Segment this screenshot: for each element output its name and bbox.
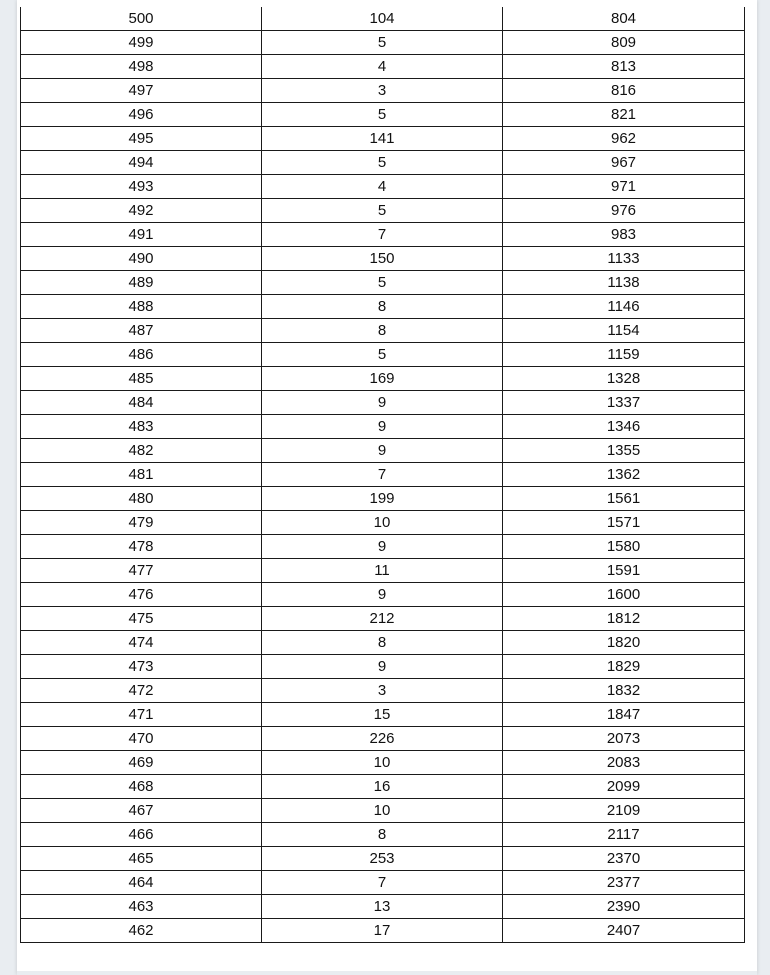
score-cell: 498 [21, 55, 262, 79]
count-cell: 9 [262, 583, 503, 607]
score-cell: 478 [21, 535, 262, 559]
table-row [21, 871, 745, 895]
cumulative-cell: 813 [503, 55, 745, 79]
table-row [21, 727, 745, 751]
score-cell: 490 [21, 247, 262, 271]
count-cell: 7 [262, 871, 503, 895]
score-cell: 475 [21, 607, 262, 631]
count-cell: 226 [262, 727, 503, 751]
cumulative-cell: 809 [503, 31, 745, 55]
count-cell: 5 [262, 343, 503, 367]
cumulative-cell: 962 [503, 127, 745, 151]
score-cell: 496 [21, 103, 262, 127]
table-row [21, 151, 745, 175]
table-row [21, 919, 745, 943]
score-cell: 465 [21, 847, 262, 871]
score-cell: 499 [21, 31, 262, 55]
cumulative-cell: 2407 [503, 919, 745, 943]
table-row [21, 559, 745, 583]
score-cell: 497 [21, 79, 262, 103]
count-cell: 9 [262, 415, 503, 439]
table-row [21, 271, 745, 295]
cumulative-cell: 1337 [503, 391, 745, 415]
count-cell: 10 [262, 511, 503, 535]
cumulative-cell: 1346 [503, 415, 745, 439]
table-row [21, 103, 745, 127]
cumulative-cell: 1571 [503, 511, 745, 535]
cumulative-cell: 1159 [503, 343, 745, 367]
cumulative-cell: 2377 [503, 871, 745, 895]
table-row [21, 655, 745, 679]
table-row [21, 439, 745, 463]
table-row [21, 223, 745, 247]
table-row [21, 775, 745, 799]
count-cell: 150 [262, 247, 503, 271]
count-cell: 141 [262, 127, 503, 151]
table-row [21, 487, 745, 511]
cumulative-cell: 2073 [503, 727, 745, 751]
count-cell: 8 [262, 823, 503, 847]
count-cell: 104 [262, 7, 503, 31]
cumulative-cell: 1847 [503, 703, 745, 727]
score-cell: 487 [21, 319, 262, 343]
score-cell: 467 [21, 799, 262, 823]
cumulative-cell: 2109 [503, 799, 745, 823]
table-row [21, 343, 745, 367]
score-cell: 483 [21, 415, 262, 439]
table-row [21, 7, 745, 31]
count-cell: 11 [262, 559, 503, 583]
table-row [21, 799, 745, 823]
cumulative-cell: 1362 [503, 463, 745, 487]
document-page [17, 0, 757, 975]
cumulative-cell: 821 [503, 103, 745, 127]
count-cell: 4 [262, 55, 503, 79]
cumulative-cell: 1154 [503, 319, 745, 343]
score-cell: 476 [21, 583, 262, 607]
cumulative-cell: 2099 [503, 775, 745, 799]
cumulative-cell: 1328 [503, 367, 745, 391]
cumulative-cell: 1832 [503, 679, 745, 703]
count-cell: 5 [262, 103, 503, 127]
score-cell: 481 [21, 463, 262, 487]
cumulative-cell: 2117 [503, 823, 745, 847]
table-row [21, 847, 745, 871]
score-cell: 480 [21, 487, 262, 511]
table-body [21, 7, 745, 943]
score-cell: 466 [21, 823, 262, 847]
count-cell: 10 [262, 751, 503, 775]
count-cell: 9 [262, 655, 503, 679]
score-cell: 489 [21, 271, 262, 295]
score-cell: 494 [21, 151, 262, 175]
count-cell: 8 [262, 319, 503, 343]
table-row [21, 895, 745, 919]
cumulative-cell: 1355 [503, 439, 745, 463]
count-cell: 13 [262, 895, 503, 919]
table-row [21, 199, 745, 223]
cumulative-cell: 1591 [503, 559, 745, 583]
count-cell: 15 [262, 703, 503, 727]
table-row [21, 247, 745, 271]
count-cell: 3 [262, 79, 503, 103]
table-row [21, 703, 745, 727]
table-row [21, 31, 745, 55]
count-cell: 5 [262, 151, 503, 175]
cumulative-cell: 2390 [503, 895, 745, 919]
count-cell: 9 [262, 391, 503, 415]
count-cell: 5 [262, 199, 503, 223]
cumulative-cell: 1812 [503, 607, 745, 631]
cumulative-cell: 816 [503, 79, 745, 103]
cumulative-cell: 1820 [503, 631, 745, 655]
count-cell: 199 [262, 487, 503, 511]
score-cell: 462 [21, 919, 262, 943]
count-cell: 5 [262, 31, 503, 55]
cumulative-cell: 2370 [503, 847, 745, 871]
table-row [21, 535, 745, 559]
table-row [21, 391, 745, 415]
score-cell: 469 [21, 751, 262, 775]
count-cell: 17 [262, 919, 503, 943]
score-cell: 482 [21, 439, 262, 463]
cumulative-cell: 971 [503, 175, 745, 199]
table-viewport [20, 7, 746, 975]
score-cell: 495 [21, 127, 262, 151]
table-row [21, 583, 745, 607]
count-cell: 212 [262, 607, 503, 631]
score-cell: 492 [21, 199, 262, 223]
score-cell: 470 [21, 727, 262, 751]
table-row [21, 367, 745, 391]
score-cell: 500 [21, 7, 262, 31]
cumulative-cell: 1133 [503, 247, 745, 271]
score-cell: 488 [21, 295, 262, 319]
cumulative-cell: 976 [503, 199, 745, 223]
table-row [21, 511, 745, 535]
score-cell: 479 [21, 511, 262, 535]
count-cell: 9 [262, 439, 503, 463]
score-cell: 477 [21, 559, 262, 583]
score-cell: 493 [21, 175, 262, 199]
score-cell: 471 [21, 703, 262, 727]
score-cell: 464 [21, 871, 262, 895]
count-cell: 4 [262, 175, 503, 199]
count-cell: 5 [262, 271, 503, 295]
count-cell: 16 [262, 775, 503, 799]
cumulative-cell: 1600 [503, 583, 745, 607]
table-row [21, 319, 745, 343]
table-row [21, 415, 745, 439]
score-table [20, 7, 745, 943]
count-cell: 8 [262, 295, 503, 319]
table-row [21, 55, 745, 79]
score-cell: 484 [21, 391, 262, 415]
table-row [21, 79, 745, 103]
table-row [21, 679, 745, 703]
cumulative-cell: 1561 [503, 487, 745, 511]
table-row [21, 295, 745, 319]
cumulative-cell: 804 [503, 7, 745, 31]
table-row [21, 127, 745, 151]
table-row [21, 463, 745, 487]
count-cell: 10 [262, 799, 503, 823]
table-row [21, 751, 745, 775]
cumulative-cell: 1829 [503, 655, 745, 679]
table-row [21, 607, 745, 631]
page-bottom-edge [17, 971, 757, 975]
cumulative-cell: 2083 [503, 751, 745, 775]
cumulative-cell: 983 [503, 223, 745, 247]
count-cell: 3 [262, 679, 503, 703]
table-row [21, 823, 745, 847]
score-cell: 472 [21, 679, 262, 703]
score-cell: 473 [21, 655, 262, 679]
cumulative-cell: 1146 [503, 295, 745, 319]
count-cell: 253 [262, 847, 503, 871]
score-cell: 486 [21, 343, 262, 367]
score-cell: 491 [21, 223, 262, 247]
cumulative-cell: 967 [503, 151, 745, 175]
score-cell: 463 [21, 895, 262, 919]
count-cell: 9 [262, 535, 503, 559]
count-cell: 7 [262, 223, 503, 247]
table-row [21, 631, 745, 655]
count-cell: 7 [262, 463, 503, 487]
score-cell: 485 [21, 367, 262, 391]
count-cell: 8 [262, 631, 503, 655]
score-cell: 474 [21, 631, 262, 655]
count-cell: 169 [262, 367, 503, 391]
cumulative-cell: 1138 [503, 271, 745, 295]
cumulative-cell: 1580 [503, 535, 745, 559]
table-row [21, 175, 745, 199]
score-cell: 468 [21, 775, 262, 799]
